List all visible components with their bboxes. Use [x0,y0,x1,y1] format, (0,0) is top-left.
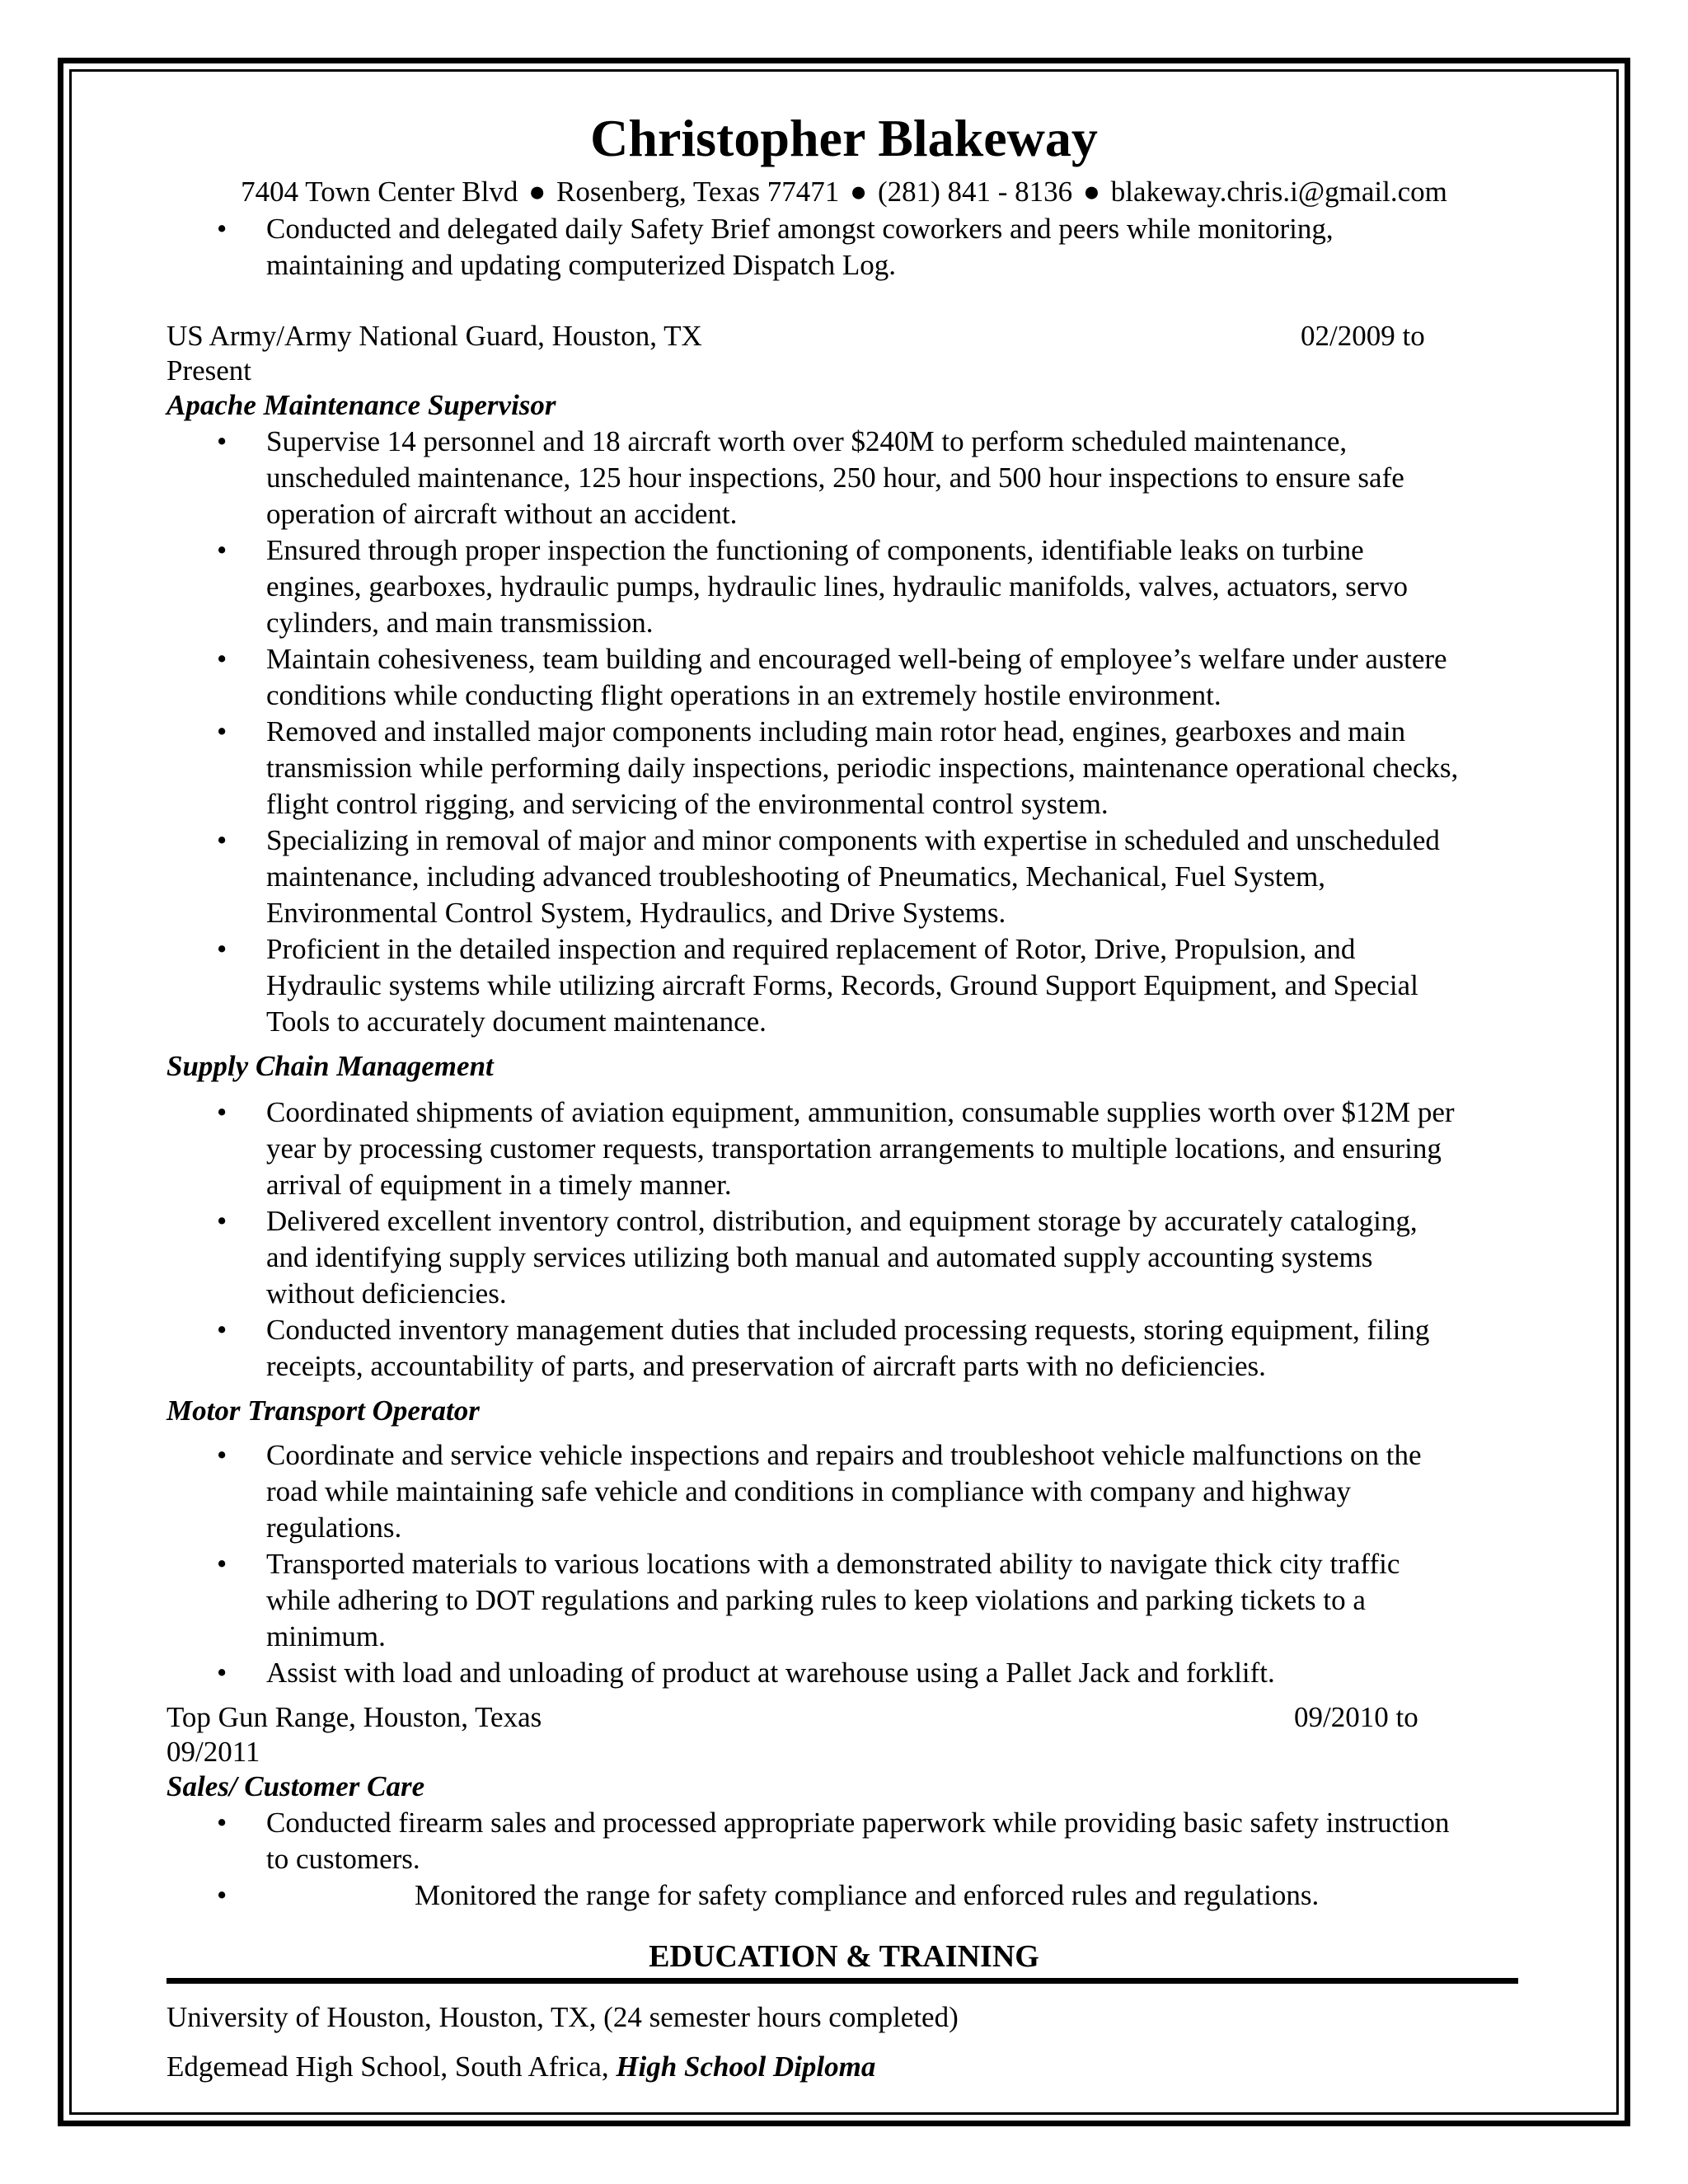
bullet-dot: • [217,1657,227,1689]
bullet-dot: • [217,715,227,748]
education-item: Edgemead High School, South Africa, High School Diploma [166,2050,876,2083]
list-item: Ensured through proper inspection the functioning of components, identifiable leaks on turbine engines, gearboxes, hydraulic pumps, hydraulic lines, hydraulic manifolds, valves, actuators, servo cylinders, and main transmission. [266,534,1409,639]
list-item: Conducted inventory management duties that included processing requests, storing equipment, filing receipts, accountability of parts, and preservation of aircraft parts with no deficiencies. [266,1314,1430,1382]
degree: High School Diploma [616,2050,876,2083]
phone: (281) 841 - 8136 [877,176,1073,208]
list-item: Transported materials to various locations with a demonstrated ability to navigate thick city traffic while adhering to DOT regulations and parking rules to keep violations and parking tickets to a minimum. [266,1548,1400,1652]
list-item: Coordinate and service vehicle inspections and repairs and troubleshoot vehicle malfunctions on the road while maintaining safe vehicle and conditions in compliance with company and highway regulations. [266,1439,1422,1544]
list-item: Proficient in the detailed inspection and required replacement of Rotor, Drive, Propulsion, and Hydraulic systems while utilizing aircraft Forms, Records, Ground Support Equipment, and Special Tools to accurately document maintenance. [266,933,1418,1038]
city: Rosenberg, Texas 77471 [556,176,840,208]
list-item: Assist with load and unloading of product at warehouse using a Pallet Jack and forklift. [266,1657,1275,1689]
job-2-date-end: 09/2011 [166,1736,260,1768]
employer-2: Top Gun Range, Houston, Texas [166,1701,542,1733]
list-item: Removed and installed major components including main rotor head, engines, gearboxes and main transmission while performing daily inspections, periodic inspections, maintenance operational checks, flight control rigging, and servicing of the environmental control system. [266,715,1459,820]
list-item: Delivered excellent inventory control, distribution, and equipment storage by accurately cataloging, and identifying supply services utilizing both manual and automated supply accounting systems without deficiencies. [266,1205,1418,1310]
bullet-dot: • [217,425,227,457]
candidate-name: Christopher Blakeway [590,109,1098,167]
bullet-dot: • [217,933,227,965]
list-item: Specializing in removal of major and minor components with expertise in scheduled and unscheduled maintenance, including advanced troubleshooting of Pneumatics, Mechanical, Fuel System, Environmental Control System, Hydraulics, and Drive Systems. [266,824,1440,929]
role-title: Apache Maintenance Supervisor [166,389,556,421]
role-title: Sales/ Customer Care [166,1770,425,1802]
bullet-dot: • [217,534,227,566]
list-item: Coordinated shipments of aviation equipment, ammunition, consumable supplies worth over $12M per year by processing customer requests, transportation arrangements to multiple locations, and ensuring arrival of equipment in a timely manner. [266,1096,1455,1201]
section-divider [166,1978,1518,1984]
list-item: Conducted firearm sales and processed appropriate paperwork while providing basic safety instruction to customers. [266,1807,1450,1875]
bullet-dot: • [217,213,227,245]
separator-dot: ● [850,176,868,208]
list-item: Supervise 14 personnel and 18 aircraft worth over $240M to perform scheduled maintenance, unscheduled maintenance, 125 hour inspections, 250 hour, and 500 hour inspections to ensure safe operation of aircraft without an accident. [266,425,1404,530]
job-2-date-start: 09/2010 to [1294,1701,1418,1733]
bullet-dot: • [217,1205,227,1237]
list-item: Maintain cohesiveness, team building and encouraged well-being of employee’s welfare under austere conditions while conducting flight operations in an extremely hostile environment. [266,643,1447,711]
education-heading: EDUCATION & TRAINING [649,1939,1039,1974]
list-item: Monitored the range for safety compliance and enforced rules and regulations. [415,1879,1320,1911]
job-1-date-end: Present [166,354,252,387]
employer-1: US Army/Army National Guard, Houston, TX [166,320,702,352]
education-item: University of Houston, Houston, TX, (24 semester hours completed) [166,2001,959,2033]
separator-dot: ● [1082,176,1101,208]
role-title: Supply Chain Management [166,1050,494,1082]
bullet-dot: • [217,1096,227,1128]
bullet-dot: • [217,1879,227,1911]
bullet-dot: • [217,1807,227,1839]
address: 7404 Town Center Blvd [241,176,518,208]
intro-bullet-text: Conducted and delegated daily Safety Brief amongst coworkers and peers while monitoring, maintaining and updating computerized Dispatch Log. [266,213,1334,281]
job-1-date-start: 02/2009 to [1301,320,1425,352]
email-link[interactable]: blakeway.chris.i@gmail.com [1110,176,1447,208]
contact-line [0,173,1688,211]
role-title: Motor Transport Operator [166,1394,480,1427]
separator-dot: ● [528,176,546,208]
bullet-dot: • [217,1439,227,1471]
bullet-dot: • [217,643,227,675]
bullet-dot: • [217,1314,227,1346]
bullet-dot: • [217,1548,227,1580]
bullet-dot: • [217,824,227,856]
